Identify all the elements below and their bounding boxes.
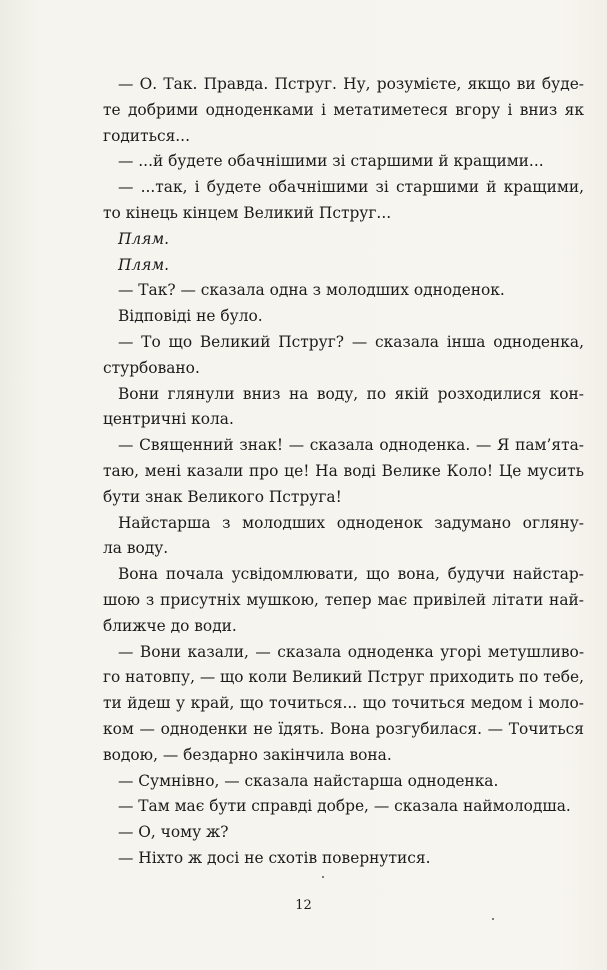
paragraph [103, 640, 585, 769]
paragraph [118, 227, 584, 253]
paragraph [103, 433, 584, 510]
paragraph [103, 382, 584, 434]
page-number: 12 [295, 898, 312, 913]
text-line: центричні кола. [103, 410, 234, 429]
paragraph [103, 72, 585, 149]
text-line: водою, — бездарно закінчила вона. [103, 745, 392, 764]
text-line: — То що Великий Пструг? — сказала інша одноденка, [118, 332, 584, 351]
paragraph [118, 794, 584, 820]
text-line: годиться... [103, 126, 190, 145]
body-text [103, 72, 585, 872]
text-line: ближче до води. [103, 616, 237, 635]
paragraph [118, 253, 584, 279]
text-line: Вона почала усвідомлювати, що вона, будучи найстар- [118, 565, 584, 584]
text-line: стурбовано. [103, 358, 200, 377]
paragraph [103, 562, 584, 639]
text-line: ла воду. [103, 539, 169, 558]
text-line: Найстарша з молодших одноденок задумано огляну- [118, 513, 585, 532]
print-speck [322, 876, 324, 878]
text-line: ком — одноденки не їдять. Вона розгубилася. — Точиться [103, 719, 584, 738]
text-line: — Сумнівно, — сказала найстарша одноденка. [118, 771, 499, 790]
text-line: — Священний знак! — сказала одноденка. — Я пам’ята- [118, 436, 584, 455]
paragraph [103, 511, 585, 563]
text-line: то кінець кінцем Великий Пструг... [103, 203, 392, 222]
text-line: таю, мені казали про це! На воді Велике Коло! Це мусить [103, 461, 584, 480]
text-line: Плям. [118, 229, 170, 248]
text-line: — Так? — сказала одна з молодших одноденок. [118, 281, 505, 300]
paragraph [118, 278, 584, 304]
text-line: го натовпу, — що коли Великий Пструг приходить по тебе, [103, 668, 584, 687]
text-line: ти йдеш у край, що точиться... що точиться медом і моло- [103, 694, 584, 713]
paragraph [118, 820, 584, 846]
text-line: бути знак Великого Пструга! [103, 487, 342, 506]
text-line: — Там має бути справді добре, — сказала наймолодша. [118, 797, 571, 816]
text-line: Плям. [118, 255, 170, 274]
paragraph [118, 149, 584, 175]
paragraph [118, 846, 584, 872]
print-speck [492, 918, 494, 920]
paragraph [118, 304, 584, 330]
text-line: — Ніхто ж досі не схотів повернутися. [118, 848, 431, 867]
text-line: Вони глянули вниз на воду, по якій розходилися кон- [118, 384, 584, 403]
paragraph [118, 769, 584, 795]
text-line: те добрими одноденками і метатиметеся вгору і вниз як [103, 100, 584, 119]
text-line: — ...так, і будете обачнішими зі старшими й кращими, [118, 178, 584, 197]
text-line: Відповіді не було. [118, 307, 263, 326]
paragraph [103, 330, 584, 382]
text-line: — Вони казали, — сказала одноденка угорі метушливо- [118, 642, 585, 661]
text-line: — ...й будете обачнішими зі старшими й кращими... [118, 152, 544, 171]
text-line: — О. Так. Правда. Пструг. Ну, розумієте, якщо ви буде- [118, 75, 585, 93]
paragraph [103, 175, 584, 227]
text-line: шою з присутніх мушкою, тепер має привілей літати най- [103, 590, 584, 609]
text-line: — О, чому ж? [118, 823, 229, 842]
